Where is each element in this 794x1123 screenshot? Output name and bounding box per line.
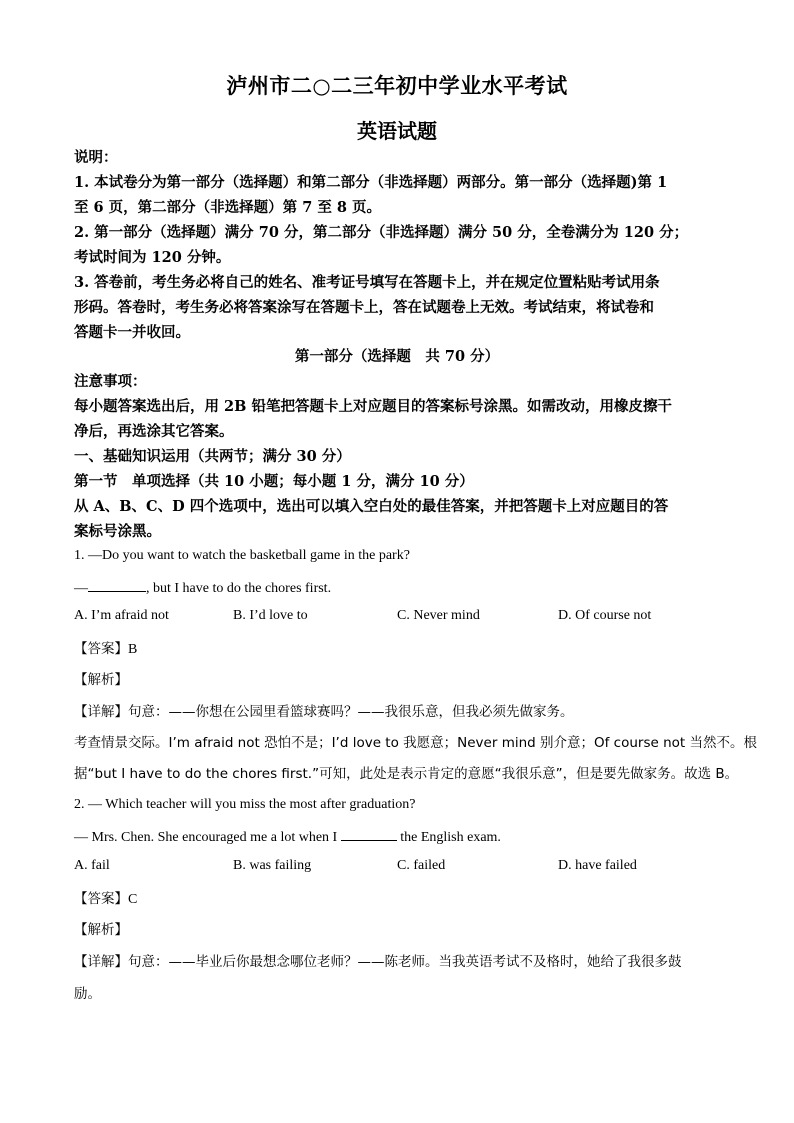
- question-2-option-c: C. failed: [397, 858, 446, 873]
- question-1-explanation: 据“but I have to do the chores first.”可知，此处是表示肯定的意愿“我很乐意”，但是要先做家务。故选 B。: [74, 766, 739, 782]
- instruction-line: 考试时间为 120 分钟。: [74, 249, 231, 266]
- response-rest: , but I have to do the chores first.: [146, 581, 332, 596]
- notes-heading: 注意事项：: [74, 373, 147, 390]
- question-2-option-b: B. was failing: [233, 858, 312, 873]
- instruction-line: 至 6 页，第二部分（非选择题）第 7 至 8 页。: [74, 199, 382, 216]
- response-rest: the English exam.: [396, 830, 501, 845]
- exam-subtitle: 英语试题: [357, 119, 437, 143]
- answer-value: B: [128, 642, 138, 657]
- part-heading: 第一部分（选择题 共 70 分）: [294, 348, 500, 365]
- instruction-line: 2. 第一部分（选择题）满分 70 分，第二部分（非选择题）满分 50 分，全卷满分为 120 分；: [74, 224, 689, 241]
- question-2-detail: [74, 952, 734, 972]
- instruction-line: 3. 答卷前，考生务必将自己的姓名、准考证号填写在答题卡上，并在规定位置粘贴考试用条: [74, 274, 660, 291]
- instruction-line: 答题卡一并收回。: [74, 324, 190, 341]
- direction-line: 案标号涂黑。: [74, 523, 161, 540]
- notes-line: 每小题答案选出后，用 2B 铅笔把答题卡上对应题目的答案标号涂黑。如需改动，用橡皮擦干: [74, 398, 672, 415]
- detail-text: 句意：——毕业后你最想念哪位老师？——陈老师。当我英语考试不及格时，她给了我很多鼓: [128, 954, 682, 970]
- question-1-stem: 1. —Do you want to watch the basketball game in the park?: [74, 548, 410, 563]
- answer-tag: 【答案】: [74, 891, 128, 907]
- exam-title: 泸州市二○二三年初中学业水平考试: [226, 73, 568, 98]
- instruction-line: 形码。答卷时，考生务必将答案涂写在答题卡上，答在试题卷上无效。考试结束，将试卷和: [74, 299, 654, 316]
- question-1-option-b: B. I’d love to: [233, 608, 308, 623]
- instructions-heading: 说明：: [74, 149, 118, 166]
- response-text: — Mrs. Chen. She encouraged me a lot when I: [74, 830, 341, 845]
- answer-tag: 【答案】: [74, 641, 128, 657]
- question-2-option-a: A. fail: [74, 858, 110, 873]
- question-2-response: [74, 826, 734, 848]
- question-1-explanation: 考查情景交际。I’m afraid not 恐怕不是；I’d love to 我愿意；Never mind 别介意；Of course not 当然不。根: [74, 735, 757, 751]
- question-1-option-c: C. Never mind: [397, 608, 480, 623]
- detail-tag: 【详解】: [74, 704, 128, 720]
- question-2-analysis-tag: 【解析】: [74, 922, 128, 938]
- question-1-detail: [74, 702, 734, 722]
- question-1-analysis-tag: 【解析】: [74, 672, 128, 688]
- detail-text: 句意：——你想在公园里看篮球赛吗？——我很乐意，但我必须先做家务。: [128, 704, 574, 720]
- answer-blank: [341, 826, 397, 841]
- question-1-option-a: A. I’m afraid not: [74, 608, 169, 623]
- question-2-detail-cont: 励。: [74, 986, 101, 1002]
- detail-tag: 【详解】: [74, 954, 128, 970]
- question-1-answer: [74, 639, 734, 660]
- notes-line: 净后，再选涂其它答案。: [74, 423, 234, 440]
- instruction-line: 1. 本试卷分为第一部分（选择题）和第二部分（非选择题）两部分。第一部分（选择题)第 1: [74, 174, 668, 191]
- question-1-response: [74, 577, 734, 599]
- question-1-option-d: D. Of course not: [558, 608, 652, 623]
- response-dash: —: [74, 581, 88, 596]
- question-2-answer: [74, 889, 734, 910]
- direction-line: 从 A、B、C、D 四个选项中，选出可以填入空白处的最佳答案，并把答题卡上对应题目的答: [74, 498, 669, 515]
- question-2-option-d: D. have failed: [558, 858, 637, 873]
- question-2-stem: 2. — Which teacher will you miss the most after graduation?: [74, 797, 416, 812]
- section-heading: 一、基础知识运用（共两节；满分 30 分）: [74, 448, 351, 465]
- answer-value: C: [128, 892, 138, 907]
- subsection-heading: 第一节 单项选择（共 10 小题；每小题 1 分，满分 10 分）: [74, 473, 474, 490]
- answer-blank: [88, 577, 146, 592]
